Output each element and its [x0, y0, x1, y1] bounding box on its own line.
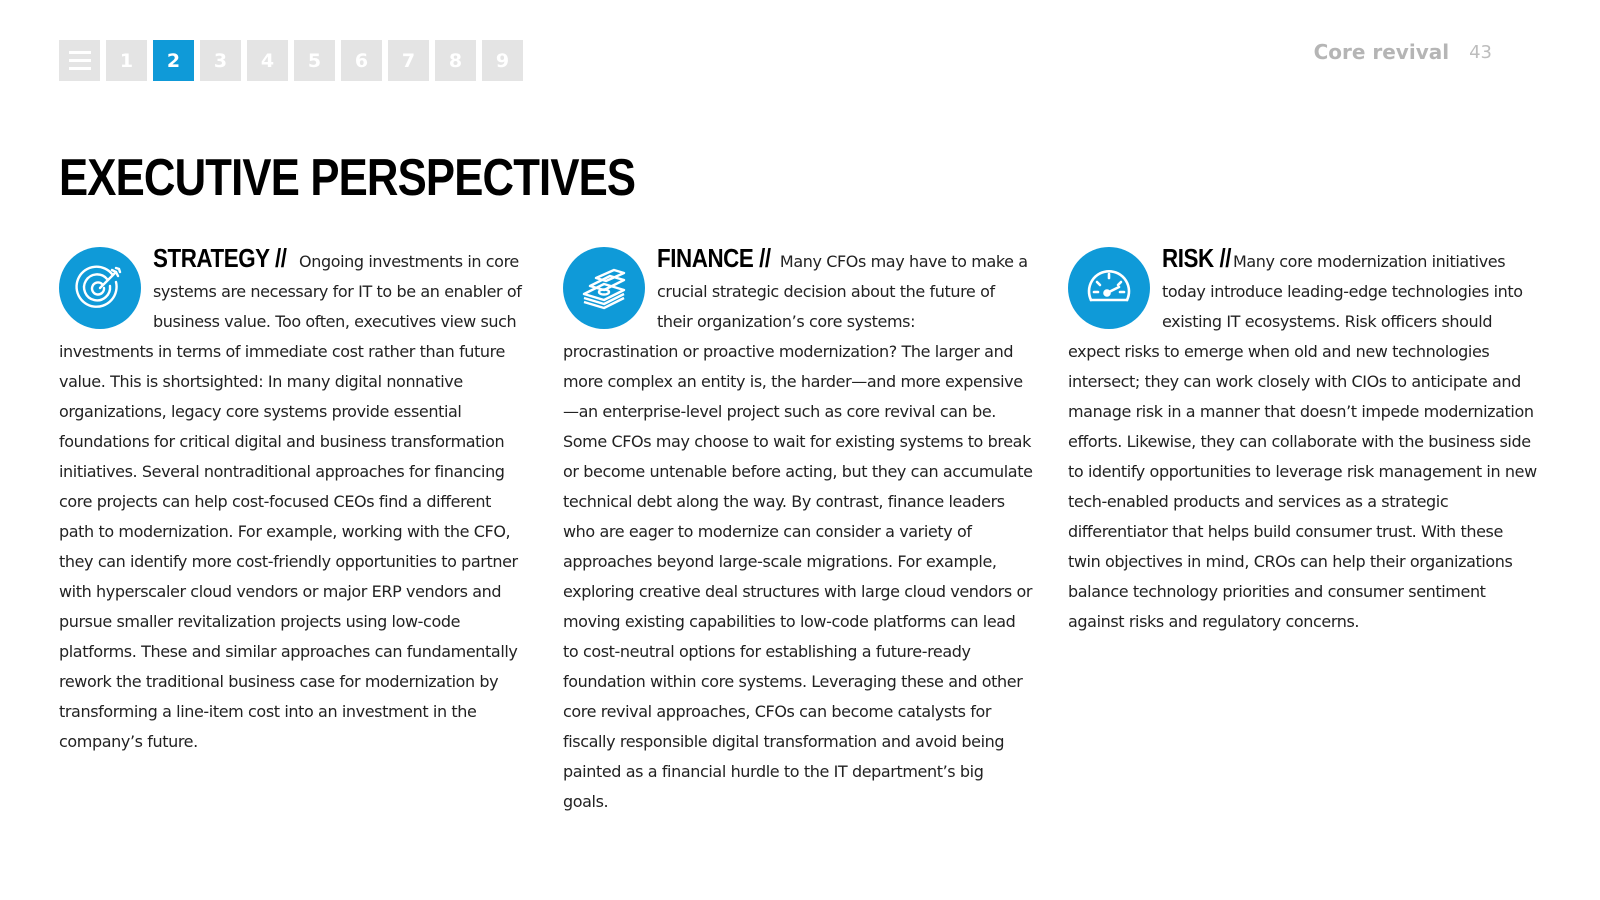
risk-heading: RISK //	[1162, 243, 1232, 273]
strategy-column	[59, 243, 529, 757]
target-icon	[59, 247, 141, 329]
page-button-9[interactable]: 9	[482, 40, 523, 81]
page-button-5[interactable]: 5	[294, 40, 335, 81]
page-button-2[interactable]: 2	[153, 40, 194, 81]
speedometer-icon	[1068, 247, 1150, 329]
finance-column	[563, 243, 1033, 817]
page-button-1[interactable]: 1	[106, 40, 147, 81]
finance-heading: FINANCE //	[657, 243, 771, 273]
page-title: EXECUTIVE PERSPECTIVES	[59, 149, 636, 207]
page-button-7[interactable]: 7	[388, 40, 429, 81]
menu-button[interactable]	[59, 40, 100, 81]
risk-body: Many core modernization initiatives today introduce leading-edge technologies into existing IT ecosystems. Risk officers should expect risks to emerge when old and new technologies intersect; they can work closely with CIOs to anticipate and manage risk in a manner that doesn’t impede modernization efforts. Likewise, they can collaborate with the business side to identify opportunities to leverage risk management in new tech-enabled products and services as a strategic differentiator that helps build consumer trust. With these twin objectives in mind, CROs can help their organizations balance technology priorities and consumer sentiment against risks and regulatory concerns.	[1068, 252, 1537, 631]
risk-column	[1068, 243, 1538, 637]
page-number: 43	[1469, 41, 1492, 63]
strategy-body: Ongoing investments in core systems are necessary for IT to be an enabler of business value. Too often, executives view such investments in terms of immediate cost rather than future value. This is shortsighted: In many digital nonnative organizations, legacy core systems provide essential foundations for critical digital and business transformation initiatives. Several nontraditional approaches for financing core projects can help cost-focused CEOs find a different path to modernization. For example, working with the CFO, they can identify more cost-friendly opportunities to partner with hyperscaler cloud vendors or major ERP vendors and pursue smaller revitalization projects using low-code platforms. These and similar approaches can fundamentally rework the traditional business case for modernization by transforming a line-item cost into an investment in the company’s future.	[59, 252, 522, 751]
page-button-6[interactable]: 6	[341, 40, 382, 81]
strategy-heading: STRATEGY //	[153, 243, 287, 273]
page-button-8[interactable]: 8	[435, 40, 476, 81]
money-stack-icon	[563, 247, 645, 329]
hamburger-menu-icon	[69, 51, 91, 70]
header-right	[1314, 40, 1492, 64]
page-button-4[interactable]: 4	[247, 40, 288, 81]
finance-body: Many CFOs may have to make a crucial strategic decision about the future of their organization’s core systems: procrastination or proactive modernization? The larger and more complex an entity is, the harder—and more expensive—an enterprise-level project such as core revival can be. Some CFOs may choose to wait for existing systems to break or become untenable before acting, but they can accumulate technical debt along the way. By contrast, finance leaders who are eager to modernize can consider a variety of approaches beyond large-scale migrations. For example, exploring creative deal structures with large cloud vendors or moving existing capabilities to low-code platforms can lead to cost-neutral options for establishing a future-ready foundation within core systems. Leveraging these and other core revival approaches, CFOs can become catalysts for fiscally responsible digital transformation and avoid being painted as a financial hurdle to the IT department’s big goals.	[563, 252, 1033, 811]
page-button-3[interactable]: 3	[200, 40, 241, 81]
page-navigation	[59, 40, 523, 81]
section-title: Core revival	[1313, 40, 1450, 64]
